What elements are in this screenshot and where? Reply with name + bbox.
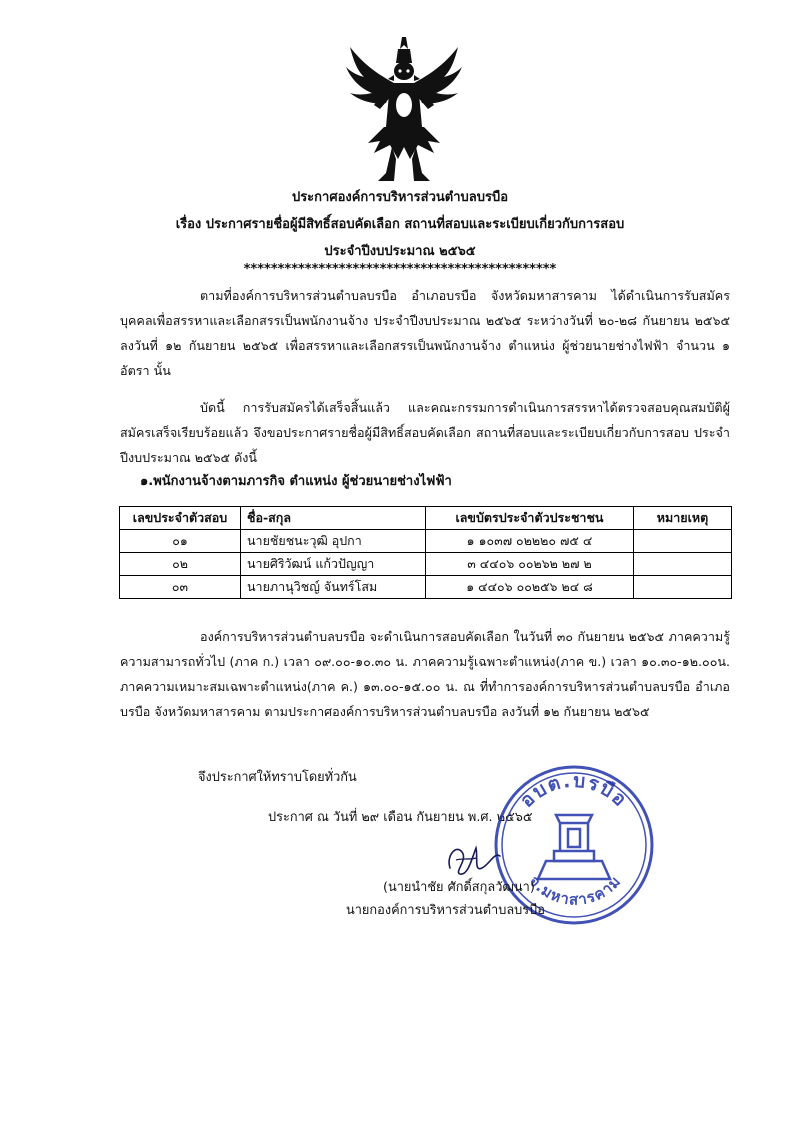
table-row — [120, 553, 732, 576]
svg-text:อบต.บรบือ: อบต.บรบือ — [515, 769, 633, 812]
col-name: ชื่อ-สกุล — [241, 507, 426, 530]
col-remark: หมายเหตุ — [634, 507, 732, 530]
svg-text:จ.มหาสารคาม: จ.มหาสารคาม — [525, 872, 625, 909]
cell-name: นายภานุวิชญ์ จันทร์โสม — [241, 576, 426, 599]
paragraph-1 — [120, 283, 730, 383]
table-header-row — [120, 507, 732, 530]
signatory-position: นายกองค์การบริหารส่วนตำบลบรบือ — [346, 903, 545, 918]
announcement-title: ประกาศองค์การบริหารส่วนตำบลบรบือ — [291, 190, 509, 205]
paragraph-3-text: องค์การบริหารส่วนตำบลบรบือ จะดำเนินการสอบคัดเลือก ในวันที่ ๓๐ กันยายน ๒๕๖๕ ภาคความรู้ความสามารถทั่วไป (ภาค ก.) เวลา ๐๙.๐๐-๑๐.๓๐ น. ภาคความรู้เฉพาะตำแหน่ง(ภาค ข.) เวลา ๑๐.๓๐-๑๒.๐๐น. ภาคความเหมาะสมเฉพาะตำแหน่ง(ภาค ค.) ๑๓.๐๐-๑๕.๐๐ น. ณ ที่ทำการองค์การบริหารส่วนตำบลบรบือ อำเภอบรบือ จังหวัดมหาสารคาม ตามประกาศองค์การบริหารส่วนตำบลบรบือ ลงวันที่ ๑๒ กันยายน ๒๕๖๕ — [120, 629, 730, 719]
subject-line-2: ประจำปีงบประมาณ ๒๕๖๕ — [324, 244, 476, 259]
paragraph-2-text: บัดนี้ การรับสมัครได้เสร็จสิ้นแล้ว และคณะกรรมการดำเนินการสรรหาได้ตรวจสอบคุณสมบัติผู้สมัครเสร็จเรียบร้อยแล้ว จึงขอประกาศรายชื่อผู้มีสิทธิ์สอบคัดเลือก สถานที่สอบและระเบียบเกี่ยวกับการสอบ ประจำปีงบประมาณ ๒๕๖๕ ดังนี้ — [120, 400, 730, 465]
signatory-name: (นายนำชัย ศักดิ์สกุลวัฒนา) — [383, 880, 535, 895]
table-row — [120, 576, 732, 599]
cell-citizen-id: ๓ ๔๔๐๖ ๐๐๒๖๒ ๒๗ ๒ — [426, 553, 634, 576]
paragraph-1-text: ตามที่องค์การบริหารส่วนตำบลบรบือ อำเภอบรบือ จังหวัดมหาสารคาม ได้ดำเนินการรับสมัครบุคคลเพื่อสรรหาและเลือกสรรเป็นพนักงานจ้าง ประจำปีงบประมาณ ๒๕๖๕ ระหว่างวันที่ ๒๐-๒๘ กันยายน ๒๕๖๕ ลงวันที่ ๑๒ กันยายน ๒๕๖๕ เพื่อสรรหาและเลือกสรรเป็นพนักงานจ้าง ตำแหน่ง ผู้ช่วยนายช่างไฟฟ้า จำนวน ๑ อัตรา นั้น — [120, 288, 730, 378]
cell-exam-id: ๐๑ — [120, 530, 241, 553]
handwritten-signature — [442, 838, 512, 880]
cell-remark — [634, 576, 732, 599]
subject-line-1: เรื่อง ประกาศรายชื่อผู้มีสิทธิ์สอบคัดเลือก สถานที่สอบและระเบียบเกี่ยวกับการสอบ — [175, 217, 625, 232]
table-row — [120, 530, 732, 553]
section-heading: ๑.พนักงานจ้างตามภารกิจ ตำแหน่ง ผู้ช่วยนายช่างไฟฟ้า — [140, 474, 452, 489]
closing-text: จึงประกาศให้ทราบโดยทั่วกัน — [198, 770, 357, 785]
garuda-emblem-icon — [344, 35, 464, 183]
announce-date: ประกาศ ณ วันที่ ๒๙ เดือน กันยายน พ.ศ. ๒๕๖๕ — [268, 810, 533, 825]
cell-name: นายชัยชนะวุฒิ อุปกา — [241, 530, 426, 553]
cell-remark — [634, 553, 732, 576]
col-citizen-id: เลขบัตรประจำตัวประชาชน — [426, 507, 634, 530]
cell-name: นายศิริวัฒน์ แก้วปัญญา — [241, 553, 426, 576]
col-exam-id: เลขประจำตัวสอบ — [120, 507, 241, 530]
paragraph-2 — [120, 395, 730, 470]
cell-remark — [634, 530, 732, 553]
cell-citizen-id: ๑ ๑๐๓๗ ๐๒๒๒๐ ๗๕ ๔ — [426, 530, 634, 553]
paragraph-3 — [120, 624, 730, 724]
cell-citizen-id: ๑ ๔๔๐๖ ๐๐๒๕๖ ๒๔ ๘ — [426, 576, 634, 599]
cell-exam-id: ๐๓ — [120, 576, 241, 599]
candidate-table — [119, 506, 732, 599]
separator-stars: ********************************************** — [243, 262, 557, 277]
cell-exam-id: ๐๒ — [120, 553, 241, 576]
